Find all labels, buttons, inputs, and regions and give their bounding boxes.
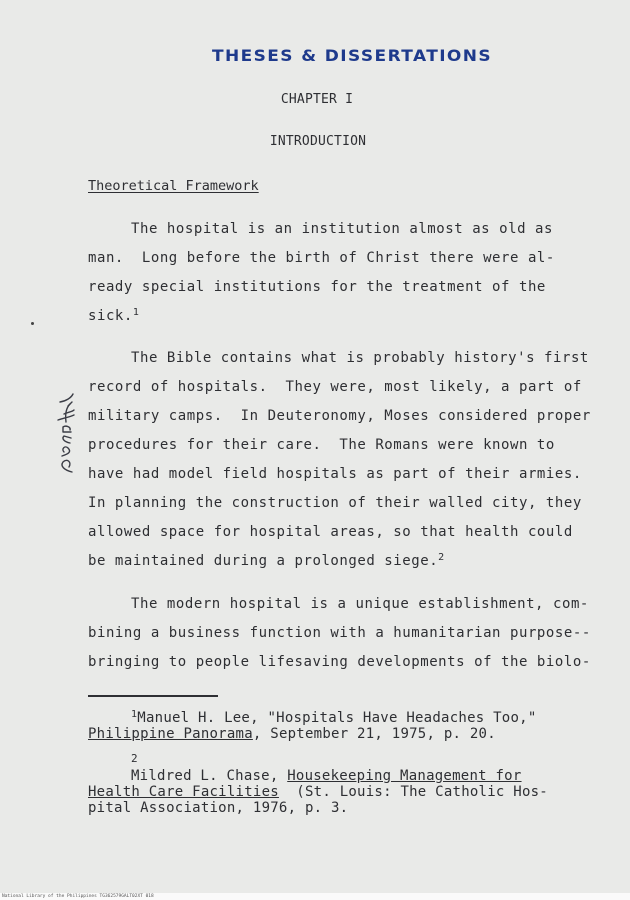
paragraph-line: bringing to people lifesaving developments of the biolo- — [88, 654, 591, 670]
paper-speck — [31, 322, 34, 325]
paragraph-line: The hospital is an institution almost as old as — [131, 221, 553, 237]
paragraph-line: allowed space for hospital areas, so that health could — [88, 524, 573, 540]
footnote-2-title-b: Health Care Facilities — [88, 784, 279, 800]
footnote-1 — [131, 710, 537, 726]
footnote-2-author: Mildred L. Chase, — [131, 768, 288, 784]
paragraph-line — [88, 552, 445, 570]
footnote-1-source: Philippine Panorama — [88, 726, 253, 742]
footnote-marker-2: 2 — [131, 752, 138, 765]
handwritten-margin-note — [50, 392, 80, 474]
paragraph-line: The Bible contains what is probably history's first — [131, 350, 589, 366]
footnote-marker-1: 1 — [131, 709, 138, 720]
paragraph-line: man. Long before the birth of Christ there were al- — [88, 250, 555, 266]
paragraph-line — [88, 307, 139, 325]
footnote-2-line-2 — [88, 784, 548, 800]
footnote-1-author: Manuel H. Lee, "Hospitals Have Headaches Too," — [137, 710, 537, 726]
footnote-ref-1: 1 — [132, 307, 140, 318]
footnote-2 — [131, 768, 522, 784]
theses-dissertations-stamp: THESES & DISSERTATIONS — [212, 46, 493, 66]
footnote-ref-2: 2 — [438, 552, 445, 563]
footnote-2-rest: (St. Louis: The Catholic Hos- — [278, 784, 548, 800]
chapter-number: CHAPTER I — [280, 92, 354, 107]
paragraph-line-text: sick. — [88, 308, 133, 324]
footnote-1-rest: , September 21, 1975, p. 20. — [252, 726, 496, 742]
paragraph-line: ready special institutions for the treatment of the — [88, 279, 546, 295]
footnote-2-line-3: pital Association, 1976, p. 3. — [88, 800, 349, 816]
chapter-title: INTRODUCTION — [269, 134, 367, 149]
paragraph-line: have had model field hospitals as part of their armies. — [88, 466, 582, 482]
library-footer: National Library of the Philippines TG362579GALT02XT 018 — [0, 893, 630, 900]
paragraph-line: military camps. In Deuteronomy, Moses considered proper — [88, 408, 591, 424]
paragraph-line: In planning the construction of their walled city, they — [88, 495, 582, 511]
footnote-1-line-2 — [88, 726, 496, 742]
footnote-2-title-a: Housekeeping Management for — [287, 768, 522, 784]
section-heading: Theoretical Framework — [88, 178, 259, 194]
footnote-divider — [88, 695, 218, 697]
paragraph-line-text: be maintained during a prolonged siege. — [88, 553, 439, 569]
paragraph-line: procedures for their care. The Romans were known to — [88, 437, 555, 453]
paragraph-line: record of hospitals. They were, most likely, a part of — [88, 379, 582, 395]
paragraph-line: The modern hospital is a unique establishment, com- — [131, 596, 589, 612]
paragraph-line: bining a business function with a humanitarian purpose-- — [88, 625, 591, 641]
